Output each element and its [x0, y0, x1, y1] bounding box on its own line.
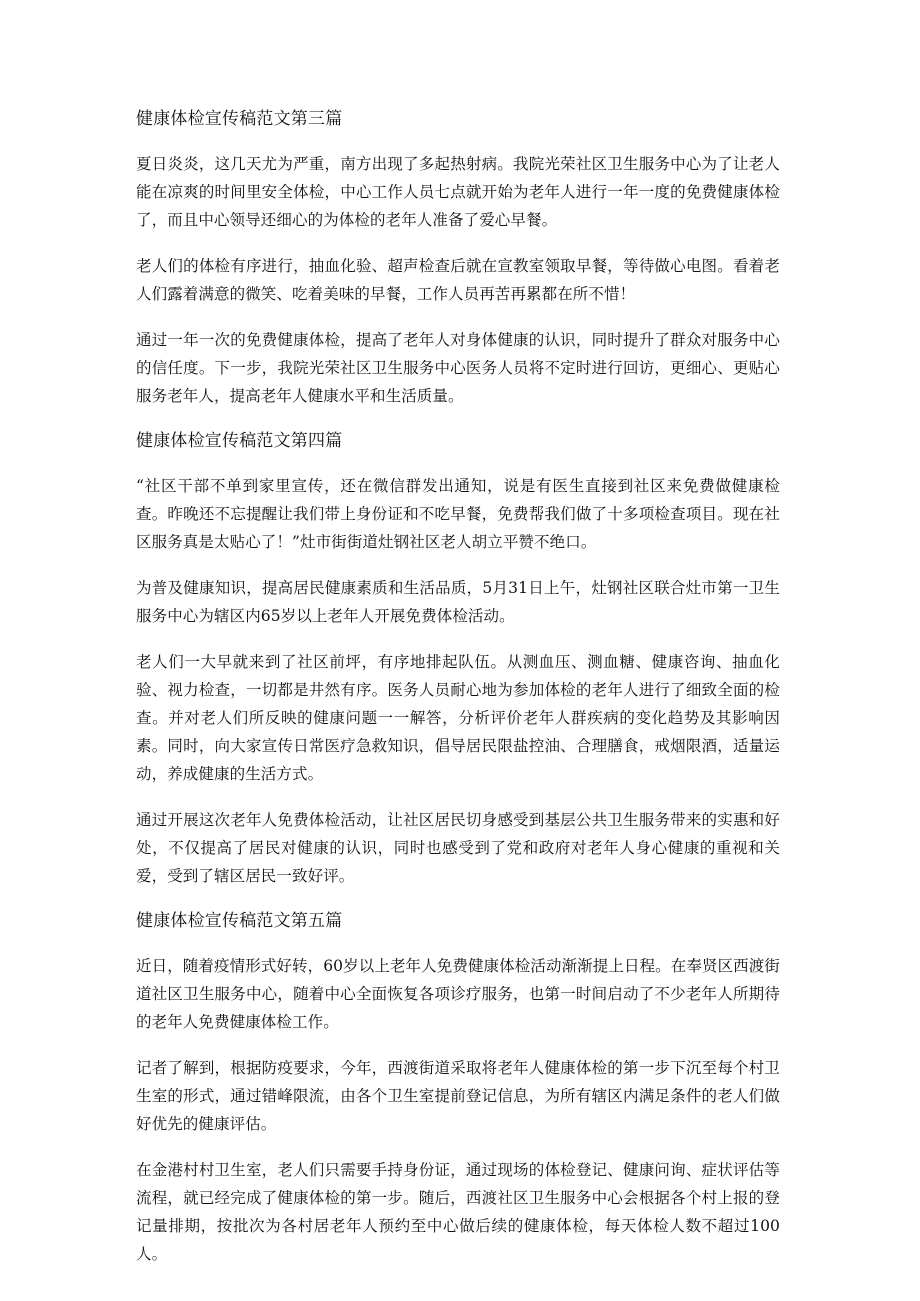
paragraph: 在金港村村卫生室，老人们只需要手持身份证，通过现场的体检登记、健康问询、症状评估等流程，就已经完成了健康体检的第一步。随后，西渡社区卫生服务中心会根据各个村上报的登记量排期，按批次为各村居老年人预约至中心做后续的健康体检，每天体检人数不超过100人。	[136, 1161, 780, 1263]
document-page	[136, 106, 780, 1286]
paragraph: “社区干部不单到家里宣传，还在微信群发出通知，说是有医生直接到社区来免费做健康检查。昨晚还不忘提醒让我们带上身份证和不吃早餐，免费帮我们做了十多项检查项目。现在社区服务真是太贴心了！”灶市街街道灶钢社区老人胡立平赞不绝口。	[136, 477, 780, 551]
paragraph: 近日，随着疫情形式好转，60岁以上老年人免费健康体检活动渐渐提上日程。在奉贤区西渡街道社区卫生服务中心，随着中心全面恢复各项诊疗服务，也第一时间启动了不少老年人所期待的老年人免费健康体检工作。	[136, 957, 780, 1031]
paragraph: 为普及健康知识，提高居民健康素质和生活品质，5月31日上午，灶钢社区联合灶市第一卫生服务中心为辖区内65岁以上老年人开展免费体检活动。	[136, 579, 780, 625]
section-3	[136, 106, 780, 410]
section-5	[136, 908, 780, 1268]
paragraph: 老人们一大早就来到了社区前坪，有序地排起队伍。从测血压、测血糖、健康咨询、抽血化验、视力检查，一切都是井然有序。医务人员耐心地为参加体检的老年人进行了细致全面的检查。并对老人们所反映的健康问题一一解答，分析评价老年人群疾病的变化趋势及其影响因素。同时，向大家宣传日常医疗急救知识，倡导居民限盐控油、合理膳食，戒烟限酒，适量运动，养成健康的生活方式。	[136, 653, 780, 783]
section-title: 健康体检宣传稿范文第三篇	[136, 109, 343, 129]
paragraph: 老人们的体检有序进行，抽血化验、超声检查后就在宣教室领取早餐，等待做心电图。看着老人们露着满意的微笑、吃着美味的早餐，工作人员再苦再累都在所不惜！	[136, 257, 780, 303]
paragraph: 通过一年一次的免费健康体检，提高了老年人对身体健康的认识，同时提升了群众对服务中心的信任度。下一步，我院光荣社区卫生服务中心医务人员将不定时进行回访，更细心、更贴心服务老年人，提高老年人健康水平和生活质量。	[136, 331, 780, 405]
section-4	[136, 428, 780, 890]
paragraph: 夏日炎炎，这几天尤为严重，南方出现了多起热射病。我院光荣社区卫生服务中心为了让老人能在凉爽的时间里安全体检，中心工作人员七点就开始为老年人进行一年一度的免费健康体检了，而且中心领导还细心的为体检的老年人准备了爱心早餐。	[136, 155, 780, 229]
paragraph: 通过开展这次老年人免费体检活动，让社区居民切身感受到基层公共卫生服务带来的实惠和好处，不仅提高了居民对健康的认识，同时也感受到了党和政府对老年人身心健康的重视和关爱，受到了辖区居民一致好评。	[136, 811, 780, 885]
section-title: 健康体检宣传稿范文第四篇	[136, 431, 343, 451]
section-title: 健康体检宣传稿范文第五篇	[136, 911, 343, 931]
paragraph: 记者了解到，根据防疫要求，今年，西渡街道采取将老年人健康体检的第一步下沉至每个村卫生室的形式，通过错峰限流，由各个卫生室提前登记信息，为所有辖区内满足条件的老人们做好优先的健康评估。	[136, 1059, 780, 1133]
